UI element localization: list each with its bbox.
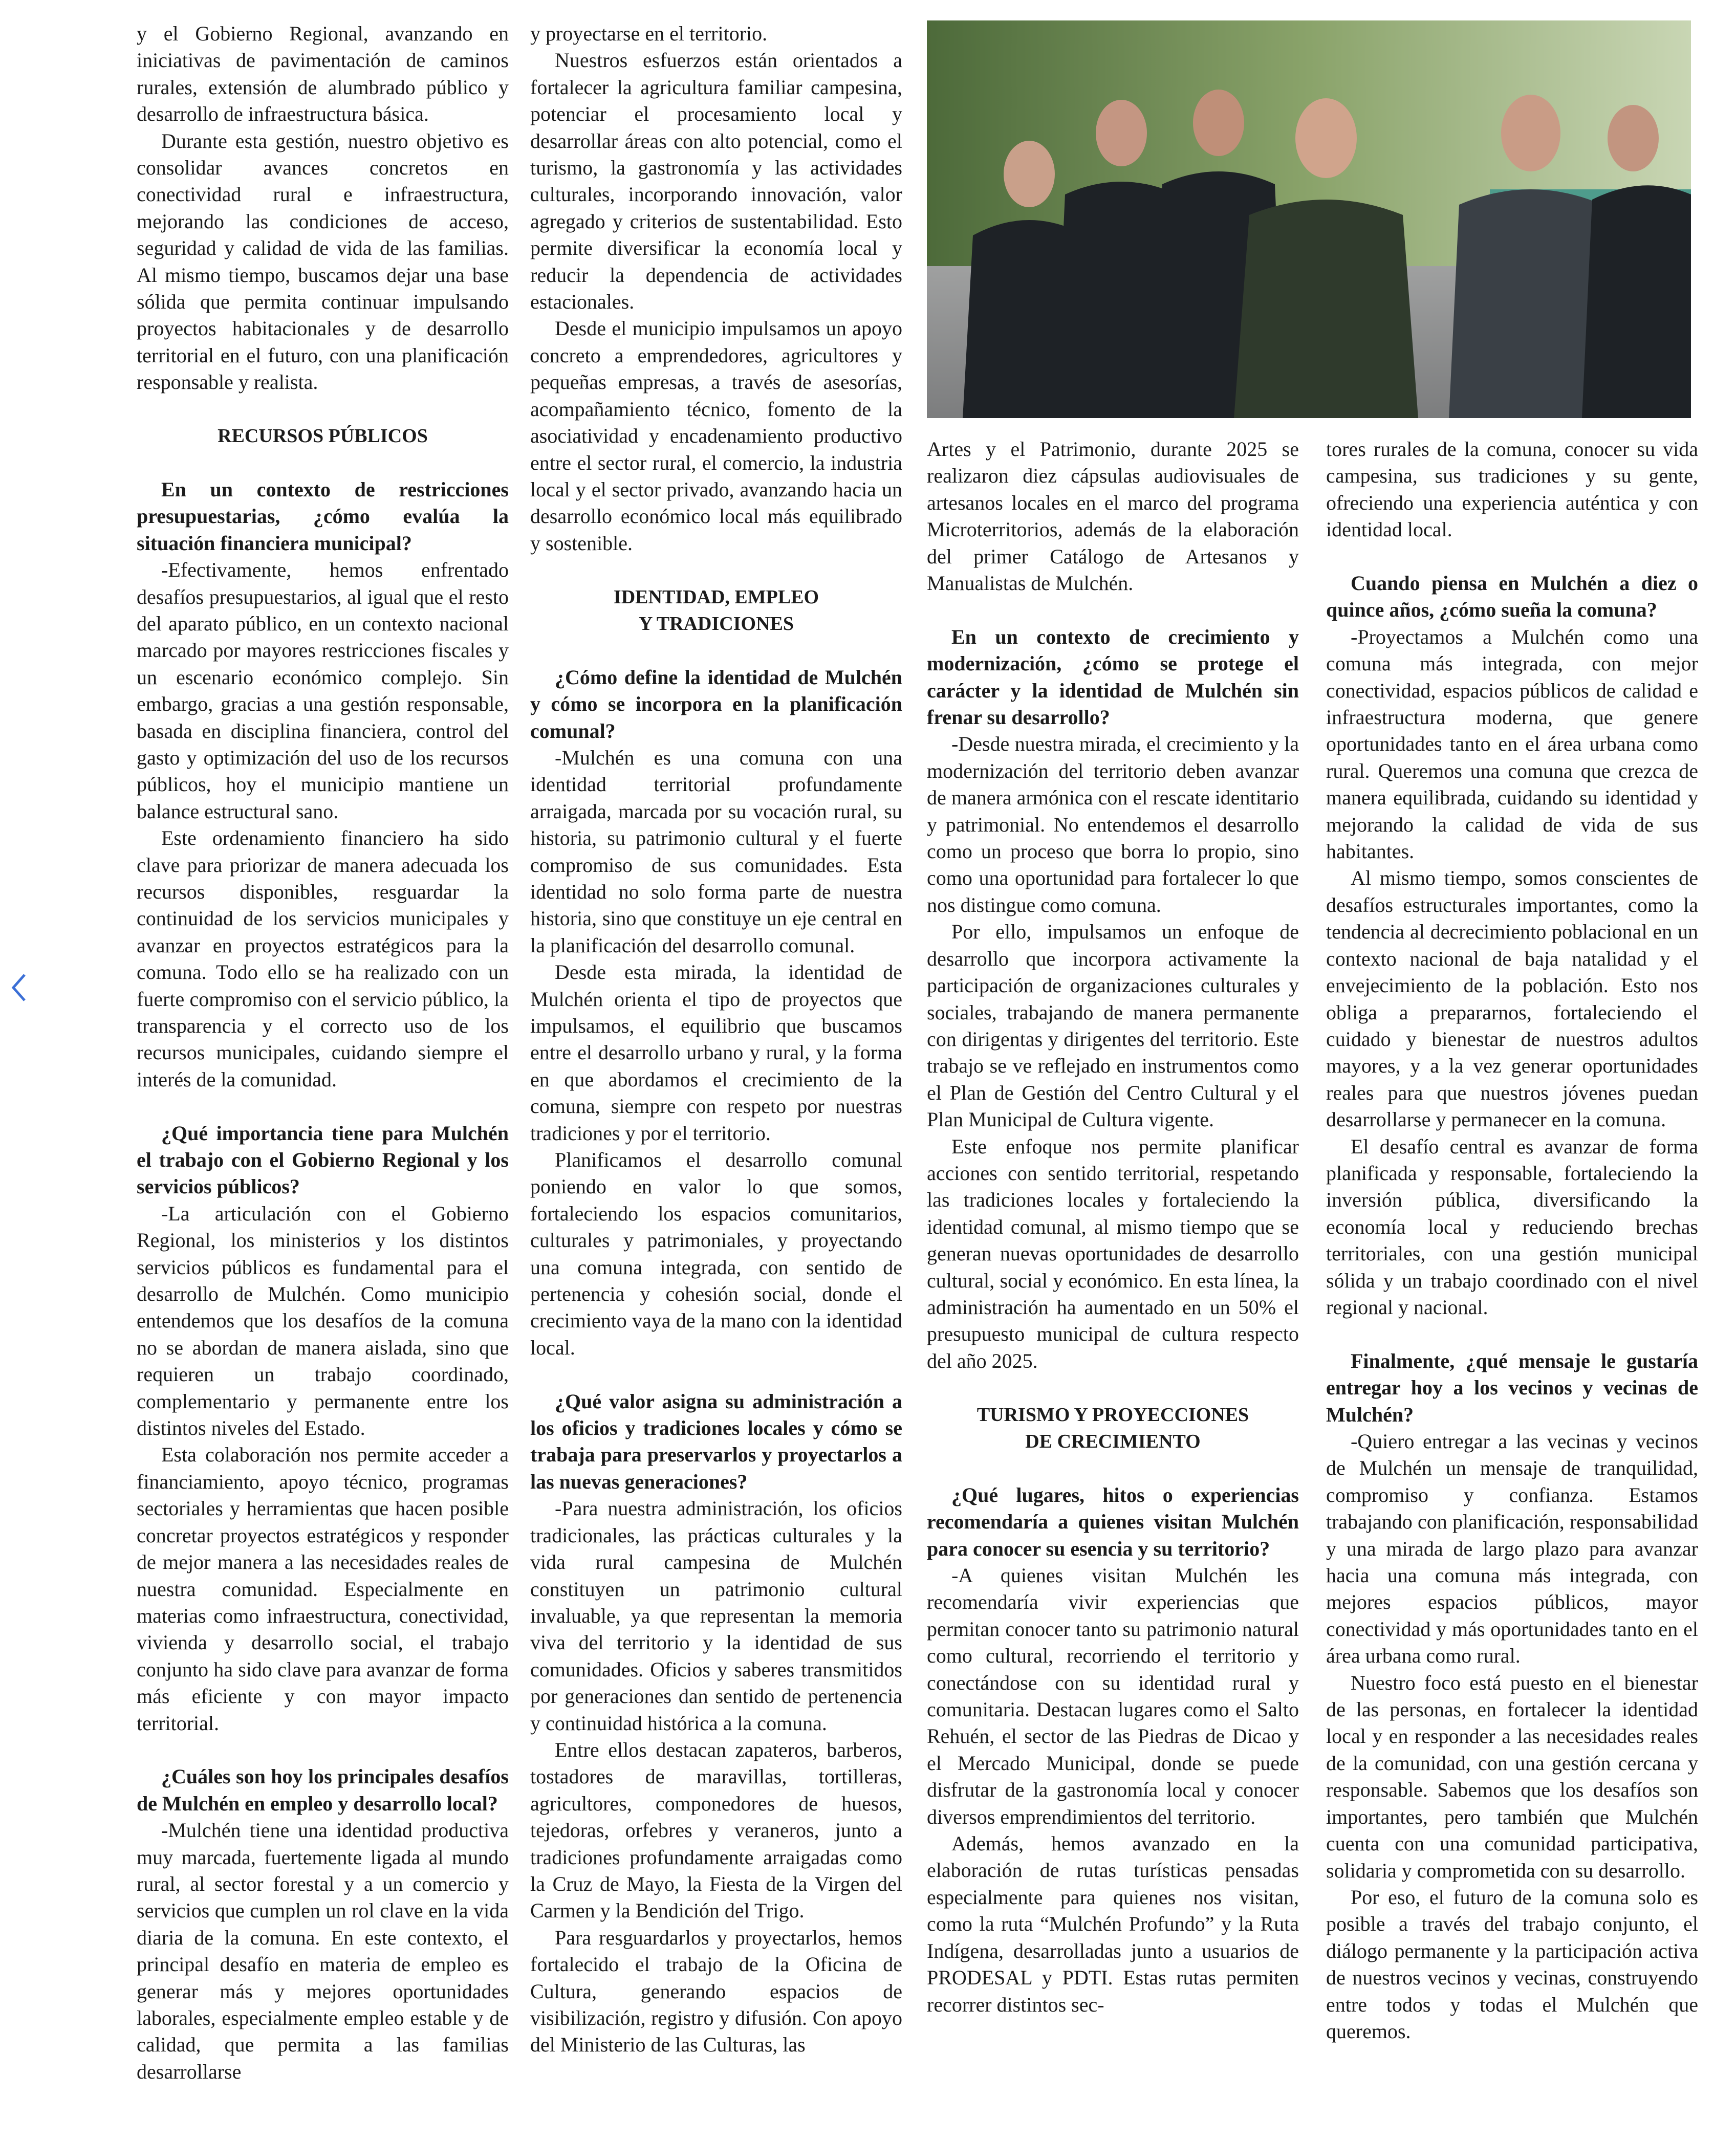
paragraph: Este enfoque nos permite planificar acciones con sentido territorial, respetando las tradiciones locales y fortaleciendo la identidad comunal, al mismo tiempo que se generan nuevas oportunidades de desarrollo cultural, social y económico. En esta línea, la administración ha aumentado en un 50% el presupuesto municipal de cultura respecto del año 2025. <box>927 1134 1299 1372</box>
paragraph: -Mulchén tiene una identidad productiva muy marcada, fuertemente ligada al mundo rural, al sector forestal y a un comercio y servicios que cumplen un rol clave en la vida diaria de la comuna. En este contexto, el principal desafío en materia de empleo es generar más y mejores oportunidades laborales, especialmente empleo estable y de calidad, que permita a las familias desarrollarse <box>137 1819 509 2083</box>
paragraph: El desafío central es avanzar de forma planificada y responsable, fortaleciendo la inversión pública, diversificando la economía local y reduciendo brechas territoriales, con una gestión municipal sólida y un trabajo coordinado con el nivel regional y nacional. <box>1326 1134 1698 1319</box>
paragraph: Por eso, el futuro de la comuna solo es posible a través del trabajo conjunto, el diálogo permanente y la participación activa de nuestros vecinos y vecinas, construyendo entre todos y todas el Mulchén que queremos. <box>1326 1885 1698 2043</box>
paragraph: Entre ellos destacan zapateros, barberos, tostadores de maravillas, tortilleras, agricultores, componedores de huesos, tejedoras, orfebres y veraneros, junto a tradiciones profundamente arraigadas como la Cruz de Mayo, la Fiesta de la Virgen del Carmen y la Bendición del Trigo. <box>530 1738 902 1922</box>
paragraph-continued: y el Gobierno Regional, avanzando en iniciativas de pavimentación de caminos rurales, extensión de alumbrado público y desarrollo de infraestructura básica. <box>137 22 509 126</box>
paragraph-continued: tores rurales de la comuna, conocer su vida campesina, sus tradiciones y su gente, ofreciendo una experiencia auténtica y con identidad local. <box>1326 438 1698 541</box>
article-column-1 <box>137 20 509 2085</box>
paragraph: -Para nuestra administración, los oficios tradicionales, las prácticas culturales y la vida rural campesina de Mulchén constituyen un patrimonio cultural invaluable, ya que representan la memoria viva del territorio y la identidad de sus comunidades. Oficios y saberes transmitidos por generaciones dan sentido de pertenencia y continuidad histórica a la comuna. <box>530 1497 902 1735</box>
article-column-2 <box>530 20 902 2059</box>
paragraph: Desde el municipio impulsamos un apoyo concreto a emprendedores, agricultores y pequeñas empresas, a través de asesorías, acompañamiento técnico, fomento de la asociatividad y encadenamiento productivo entre el sector rural, el comercio, la industria local y el sector privado, avanzando hacia un desarrollo económico local más equilibrado y sostenible. <box>530 317 902 555</box>
paragraph: Nuestros esfuerzos están orientados a fortalecer la agricultura familiar campesina, potenciar el procesamiento local y desarrollar áreas con alto potencial, como el turismo, la gastronomía y las actividades culturales, incorporando innovación, valor agregado y criterios de sustentabilidad. Esto permite diversificar la economía local y reducir la dependencia de actividades estacionales. <box>530 49 902 314</box>
section-heading: TURISMO Y PROYECCIONES DE CRECIMIENTO <box>976 1404 1249 1452</box>
article-column-4 <box>1326 436 1698 2045</box>
article-column-3 <box>927 436 1299 2018</box>
chevron-left-icon[interactable] <box>9 970 30 1006</box>
paragraph: Por ello, impulsamos un enfoque de desarrollo que incorpora activamente la participación de organizaciones culturales y sociales, trabajando de manera permanente con dirigentas y dirigentes del territorio. Este trabajo se ve reflejado en instrumentos como el Plan de Gestión del Centro Cultural y el Plan Municipal de Cultura vigente. <box>927 920 1299 1131</box>
interview-question: ¿Qué importancia tiene para Mulchén el trabajo con el Gobierno Regional y los servicios públicos? <box>137 1121 509 1198</box>
interview-question: En un contexto de restricciones presupuestarias, ¿cómo evalúa la situación financiera municipal? <box>137 477 509 555</box>
interview-question: ¿Cómo define la identidad de Mulchén y cómo se incorpora en la planificación comunal? <box>530 665 902 742</box>
paragraph: Al mismo tiempo, somos conscientes de desafíos estructurales importantes, como la tendencia al decrecimiento poblacional en un contexto nacional de baja natalidad y el envejecimiento de la población. Esto nos obliga a prepararnos, fortaleciendo el cuidado y bienestar de nuestros adultos mayores, y a la vez generar oportunidades reales para que nuestros jóvenes puedan desarrollarse y permanecer en la comuna. <box>1326 866 1698 1131</box>
interview-question: ¿Qué lugares, hitos o experiencias recomendaría a quienes visitan Mulchén para conocer su esencia y su territorio? <box>927 1483 1299 1560</box>
paragraph: Para resguardarlos y proyectarlos, hemos fortalecido el trabajo de la Oficina de Cultura, generando espacios de visibilización, registro y difusión. Con apoyo del Ministerio de las Culturas, las <box>530 1926 902 2057</box>
paragraph: Este ordenamiento financiero ha sido clave para priorizar de manera adecuada los recursos disponibles, resguardar la continuidad de los servicios municipales y avanzar en proyectos estratégicos para la comuna. Todo ello se ha realizado con un fuerte compromiso con el servicio público, la transparencia y el correcto uso de los recursos municipales, cuidando siempre el interés de la comunidad. <box>137 826 509 1091</box>
paragraph-continued: Artes y el Patrimonio, durante 2025 se realizaron diez cápsulas audiovisuales de artesanos locales en el marco del programa Microterritorios, además de la elaboración del primer Catálogo de Artesanos y Manualistas de Mulchén. <box>927 438 1299 595</box>
paragraph: -Desde nuestra mirada, el crecimiento y la modernización del territorio deben avanzar de manera armónica con el rescate identitario y patrimonial. No entendemos el desarrollo como un proceso que borra lo propio, sino como una oportunidad para fortalecer lo que nos distingue como comuna. <box>927 732 1299 916</box>
paragraph: -Efectivamente, hemos enfrentado desafíos presupuestarios, al igual que el resto del aparato público, en un contexto nacional marcado por mayores restricciones fiscales y un escenario económico complejo. Sin embargo, gracias a una gestión responsable, basada en disciplina financiera, control del gasto y optimización del uso de los recursos públicos, hoy el municipio mantiene un balance estructural sano. <box>137 558 509 823</box>
interview-question: Finalmente, ¿qué mensaje le gustaría entregar hoy a los vecinos y vecinas de Mulchén? <box>1326 1349 1698 1426</box>
interview-question: Cuando piensa en Mulchén a diez o quince años, ¿cómo sueña la comuna? <box>1326 572 1698 622</box>
paragraph: -La articulación con el Gobierno Regional, los ministerios y los distintos servicios públicos es fundamental para el desarrollo de Mulchén. Como municipio entendemos que los desafíos de la comuna no se abordan de manera aislada, sino que requieren un trabajo coordinado, complementario y permanente entre los distintos niveles del Estado. <box>137 1201 509 1440</box>
paragraph: -Proyectamos a Mulchén como una comuna más integrada, con mejor conectividad, espacios públicos de calidad e infraestructura moderna, que genere oportunidades tanto en el área urbana como rural. Queremos una comuna que crezca de manera equilibrada, cuidando su identidad y mejorando la calidad de vida de sus habitantes. <box>1326 625 1698 863</box>
paragraph: Esta colaboración nos permite acceder a financiamiento, apoyo técnico, programas sectoriales y herramientas que hacen posible concretar proyectos estratégicos y responder de mejor manera a las necesidades reales de nuestra comunidad. Especialmente en materias como infraestructura, conectividad, vivienda y desarrollo social, el trabajo conjunto ha sido clave para avanzar de forma más eficiente y con mayor impacto territorial. <box>137 1443 509 1735</box>
article-photo <box>927 20 1691 418</box>
paragraph: -Mulchén es una comuna con una identidad territorial profundamente arraigada, marcada por su vocación rural, su historia, su patrimonio cultural y el fuerte compromiso de sus comunidades. Esta identidad no solo forma parte de nuestra historia, sino que constituye un eje central en la planificación del desarrollo comunal. <box>530 746 902 957</box>
section-heading: RECURSOS PÚBLICOS <box>218 425 428 447</box>
interview-question: En un contexto de crecimiento y modernización, ¿cómo se protege el carácter y la identidad de Mulchén sin frenar su desarrollo? <box>927 625 1299 729</box>
paragraph: Durante esta gestión, nuestro objetivo es consolidar avances concretos en conectividad rural e infraestructura, mejorando las condiciones de acceso, seguridad y calidad de vida de las familias. Al mismo tiempo, buscamos dejar una base sólida que permita continuar impulsando proyectos habitacionales y de desarrollo territorial en el futuro, con una planificación responsable y realista. <box>137 129 509 394</box>
paragraph: -A quienes visitan Mulchén les recomendaría vivir experiencias que permitan conocer tanto su patrimonio natural como cultural, recorriendo el territorio y conectándose con su identidad rural y comunitaria. Destacan lugares como el Salto Rehuén, el sector de las Piedras de Dicao y el Mercado Municipal, donde se puede disfrutar de la gastronomía local y conocer diversos emprendimientos del territorio. <box>927 1564 1299 1828</box>
paragraph: Planificamos el desarrollo comunal poniendo en valor lo que somos, fortaleciendo los espacios comunitarios, culturales y patrimoniales, y proyectando una comuna integrada, con sentido de pertenencia y cohesión social, donde el crecimiento vaya de la mano con la identidad local. <box>530 1148 902 1359</box>
paragraph: -Quiero entregar a las vecinas y vecinos de Mulchén un mensaje de tranquilidad, compromiso y confianza. Estamos trabajando con planificación, responsabilidad y una mirada de largo plazo para avanzar hacia una comuna más integrada, con mejores espacios públicos, mayor conectividad y más oportunidades tanto en el área urbana como rural. <box>1326 1430 1698 1668</box>
paragraph: Además, hemos avanzado en la elaboración de rutas turísticas pensadas especialmente para quienes nos visitan, como la ruta “Mulchén Profundo” y la Ruta Indígena, desarrolladas junto a usuarios de PRODESAL y PDTI. Estas rutas permiten recorrer distintos sec- <box>927 1832 1299 2016</box>
paragraph-continued: y proyectarse en el territorio. <box>530 22 768 45</box>
section-heading: IDENTIDAD, EMPLEO Y TRADICIONES <box>613 586 819 635</box>
paragraph: Nuestro foco está puesto en el bienestar de las personas, en fortalecer la identidad local y en responder a las necesidades reales de la comunidad, con una gestión cercana y responsable. Sabemos que los desafíos son importantes, pero también que Mulchén cuenta con una comunidad participativa, solidaria y comprometida con su desarrollo. <box>1326 1671 1698 1882</box>
interview-question: ¿Cuáles son hoy los principales desafíos de Mulchén en empleo y desarrollo local? <box>137 1765 509 1815</box>
interview-question: ¿Qué valor asigna su administración a los oficios y tradiciones locales y cómo se trabaja para preservarlos y proyectarlos a las nuevas generaciones? <box>530 1389 902 1493</box>
paragraph: Desde esta mirada, la identidad de Mulchén orienta el tipo de proyectos que impulsamos, el equilibrio que buscamos entre el desarrollo urbano y rural, y la forma en que abordamos el crecimiento de la comuna, siempre con respeto por nuestras tradiciones y por el territorio. <box>530 960 902 1145</box>
